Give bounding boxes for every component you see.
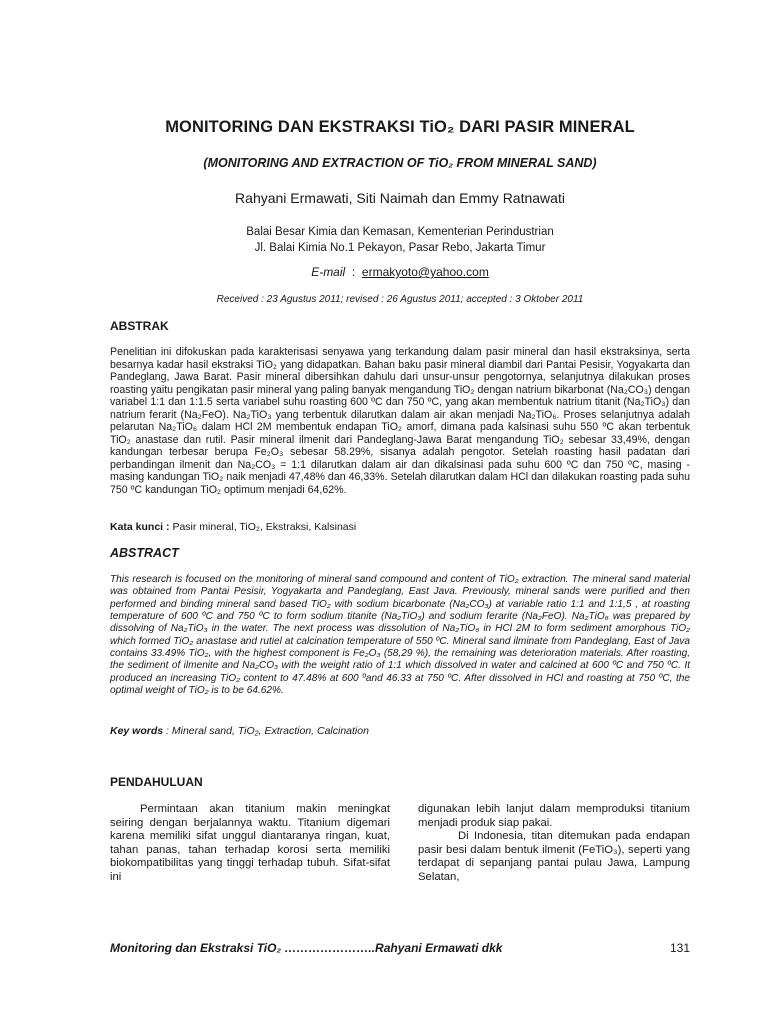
pendahuluan-right-paragraph-2: Di Indonesia, titan ditemukan pada endapan pasir besi dalam bentuk ilmenit (FeTiO₃), seperti yang terdapat di sepanjang pantai pulau Jawa, Lampung Selatan, <box>418 830 690 883</box>
email-line <box>110 265 690 279</box>
pendahuluan-heading: PENDAHULUAN <box>110 775 203 789</box>
key-words-text: : Mineral sand, TiO₂, Extraction, Calcination <box>166 725 369 737</box>
paper-subtitle: (MONITORING AND EXTRACTION OF TiO₂ FROM MINERAL SAND) <box>203 156 597 170</box>
running-footer-title: Monitoring dan Ekstraksi TiO₂ …………………..Rahyani Ermawati dkk <box>110 941 503 955</box>
key-words <box>110 725 369 737</box>
abstrak-text: Penelitian ini difokuskan pada karakterisasi senyawa yang terkandung dalam pasir mineral dan hasil ekstraksinya, serta besarnya kadar hasil ekstraksi TiO₂ yang didapatkan. Bahan baku pasir mineral diambil dari Pantai Pesisir, Yogyakarta dan Pandeglang, Jawa Barat. Pasir mineral dibersihkan dahulu dari unsur-unsur pengotornya, selanjutnya dilakukan proses roasting yaitu pengikatan pasir mineral yang paling banyak mengandung TiO₂ dengan natrium bikarbonat (Na₂CO₃) dengan variabel 1:1 dan 1:1.5 serta variabel suhu roasting 600 ºC dan 750 ºC, yang akan membentuk natrium titanit (Na₂TiO₃) dan natrium ferarit (Na₂FeO). Na₂TiO₃ yang terbentuk dilarutkan dalam air akan menjadi Na₂TiO₆. Proses selanjutnya adalah pelarutan Na₂TiO₆ dalam HCl 2M membentuk endapan TiO₂ amorf, dimana pada kalsinasi suhu 550 ºC akan terbentuk TiO₂ anastase dan rutil. Pasir mineral ilmenit dari Pandeglang-Jawa Barat mengandung TiO₂ sebesar 33,49%, dengan kandungan terbesar berupa Fe₂O₃ sebesar 58.29%, sisanya adalah pengotor. Setelah roasting hasil padatan dari perbandingan ilmenit dan Na₂CO₃ = 1:1 dilarutkan dalam air dan dikalsinasi pada suhu 600 ºC dan 750 ºC, masing - masing kandungan TiO₂ naik menjadi 47,48% dan 46,33%. Setelah dilarutkan dalam HCl dan dilakukan roasting pada suhu 750 ºC kandungan TiO₂ optimum menjadi 64,62%. <box>110 346 690 497</box>
author-list: Rahyani Ermawati, Siti Naimah dan Emmy Ratnawati <box>235 190 565 206</box>
pendahuluan-right-paragraph-1: digunakan lebih lanjut dalam memproduksi titanium menjadi produk siap pakai. <box>418 803 690 829</box>
kata-kunci-label: Kata kunci : <box>110 521 170 533</box>
abstract-text: This research is focused on the monitoring of mineral sand compound and content of TiO₂ extraction. The mineral sand material was obtained from Pantai Pesisir, Yogyakarta and Pandeglang, East Java. Previously, mineral sands were purified and then performed and binding mineral sand based TiO₂ with sodium bicarbonate (Na₂CO₃) at variable ratio 1:1 and 1:1,5 , at roasting temperature of 600 ºC and 750 ºC to form sodium titanite (Na₂TiO₃) and sodium ferarite (Na₂FeO). Na₂TiO₆ was prepared by dissolving of Na₂TiO₃ in the water. The next process was dissolution of Na₂TiO₆ in HCl 2M to form sediment amorphous TiO₂ which formed TiO₂ anastase and rutiel at calcination temperature of 550 ºC. Mineral sand ilminate from Pandeglang, East of Java contains 33.49% TiO₂, with the highest component is Fe₂O₃ (58,29 %), the remaining was deterioration materials. After roasting, the sediment of ilmenite and Na₂CO₃ with the weight ratio of 1:1 which dissolved in water and calcined at 600 ºC and 750 ºC. It produced an increasing TiO₂ content to 47.48% at 600 ºand 46.33 at 750 ºC. After dissolved in HCl and roasting at 750 ºC, the optimal weight of TiO₂ is to be 64.62%. <box>110 574 690 697</box>
pendahuluan-right-column <box>418 803 690 885</box>
affiliation <box>110 224 690 256</box>
abstrak-heading: ABSTRAK <box>110 319 169 333</box>
pendahuluan-left-column: Permintaan akan titanium makin meningkat seiring dengan berjalannya waktu. Titanium digemari karena memiliki sifat unggul diantaranya ringan, kuat, tahan panas, tahan terhadap korosi serta memiliki biokompatibilitas yang tinggi terhadap tubuh. Sifat-sifat ini <box>110 803 390 883</box>
affiliation-line-1: Balai Besar Kimia dan Kemasan, Kementerian Perindustrian <box>246 226 554 238</box>
abstract-heading: ABSTRACT <box>110 546 179 560</box>
email-link[interactable]: ermakyoto@yahoo.com <box>361 265 489 279</box>
kata-kunci <box>110 521 356 533</box>
affiliation-line-2: Jl. Balai Kimia No.1 Pekayon, Pasar Rebo, Jakarta Timur <box>254 242 546 254</box>
email-separator: : <box>348 265 359 279</box>
key-words-label: Key words <box>110 725 164 737</box>
paper-title: MONITORING DAN EKSTRAKSI TiO₂ DARI PASIR MINERAL <box>165 118 635 136</box>
received-dates: Received : 23 Agustus 2011; revised : 26 Agustus 2011; accepted : 3 Oktober 2011 <box>216 294 584 305</box>
page-number: 131 <box>669 941 690 955</box>
kata-kunci-text: Pasir mineral, TiO₂, Ekstraksi, Kalsinasi <box>172 521 357 533</box>
email-label: E-mail <box>311 265 346 279</box>
